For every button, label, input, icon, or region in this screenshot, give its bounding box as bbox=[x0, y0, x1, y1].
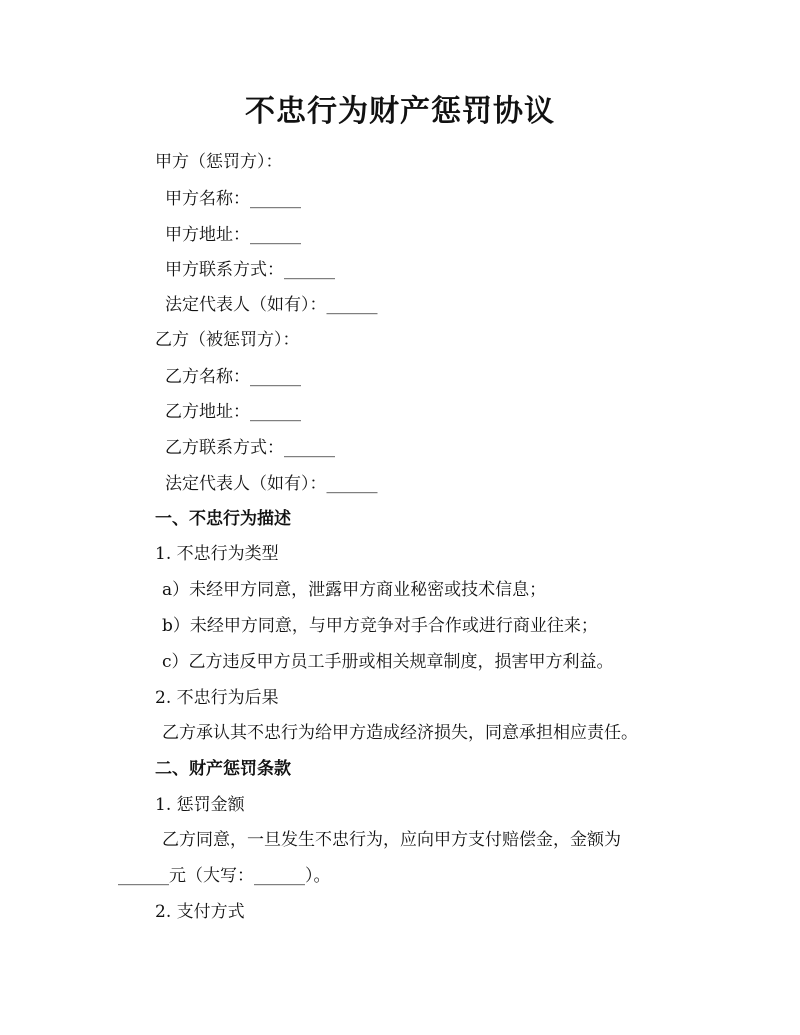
section2-sub1: 1. 惩罚金额 bbox=[155, 795, 245, 815]
party-a-address: 甲方地址：______ bbox=[165, 225, 301, 245]
document-title: 不忠行为财产惩罚协议 bbox=[245, 94, 555, 129]
party-a-legal-rep: 法定代表人（如有）：______ bbox=[165, 295, 378, 315]
section1-item-a: a）未经甲方同意，泄露甲方商业秘密或技术信息； bbox=[162, 580, 547, 600]
party-b-contact: 乙方联系方式：______ bbox=[165, 438, 335, 458]
section1-item-c: c）乙方违反甲方员工手册或相关规章制度，损害甲方利益。 bbox=[162, 652, 614, 672]
section2-sub1-text-line1: 乙方同意，一旦发生不忠行为，应向甲方支付赔偿金，金额为 bbox=[162, 830, 621, 850]
party-b-legal-rep: 法定代表人（如有）：______ bbox=[165, 474, 378, 494]
party-a-name: 甲方名称：______ bbox=[165, 189, 301, 209]
section2-sub2: 2. 支付方式 bbox=[155, 902, 245, 922]
party-a-contact: 甲方联系方式：______ bbox=[165, 260, 335, 280]
party-a-heading: 甲方（惩罚方）： bbox=[155, 152, 283, 172]
section1-sub2-text: 乙方承认其不忠行为给甲方造成经济损失，同意承担相应责任。 bbox=[162, 723, 638, 743]
section1-heading: 一、不忠行为描述 bbox=[155, 509, 291, 529]
section1-item-b: b）未经甲方同意，与甲方竞争对手合作或进行商业往来； bbox=[162, 616, 598, 636]
party-b-name: 乙方名称：______ bbox=[165, 367, 301, 387]
section1-sub2: 2. 不忠行为后果 bbox=[155, 688, 279, 708]
section1-sub1: 1. 不忠行为类型 bbox=[155, 544, 279, 564]
party-b-heading: 乙方（被惩罚方）： bbox=[155, 330, 300, 350]
section2-sub1-text-line2: ______元（大写：______）。 bbox=[118, 866, 331, 886]
section2-heading: 二、财产惩罚条款 bbox=[155, 759, 291, 779]
party-b-address: 乙方地址：______ bbox=[165, 402, 301, 422]
